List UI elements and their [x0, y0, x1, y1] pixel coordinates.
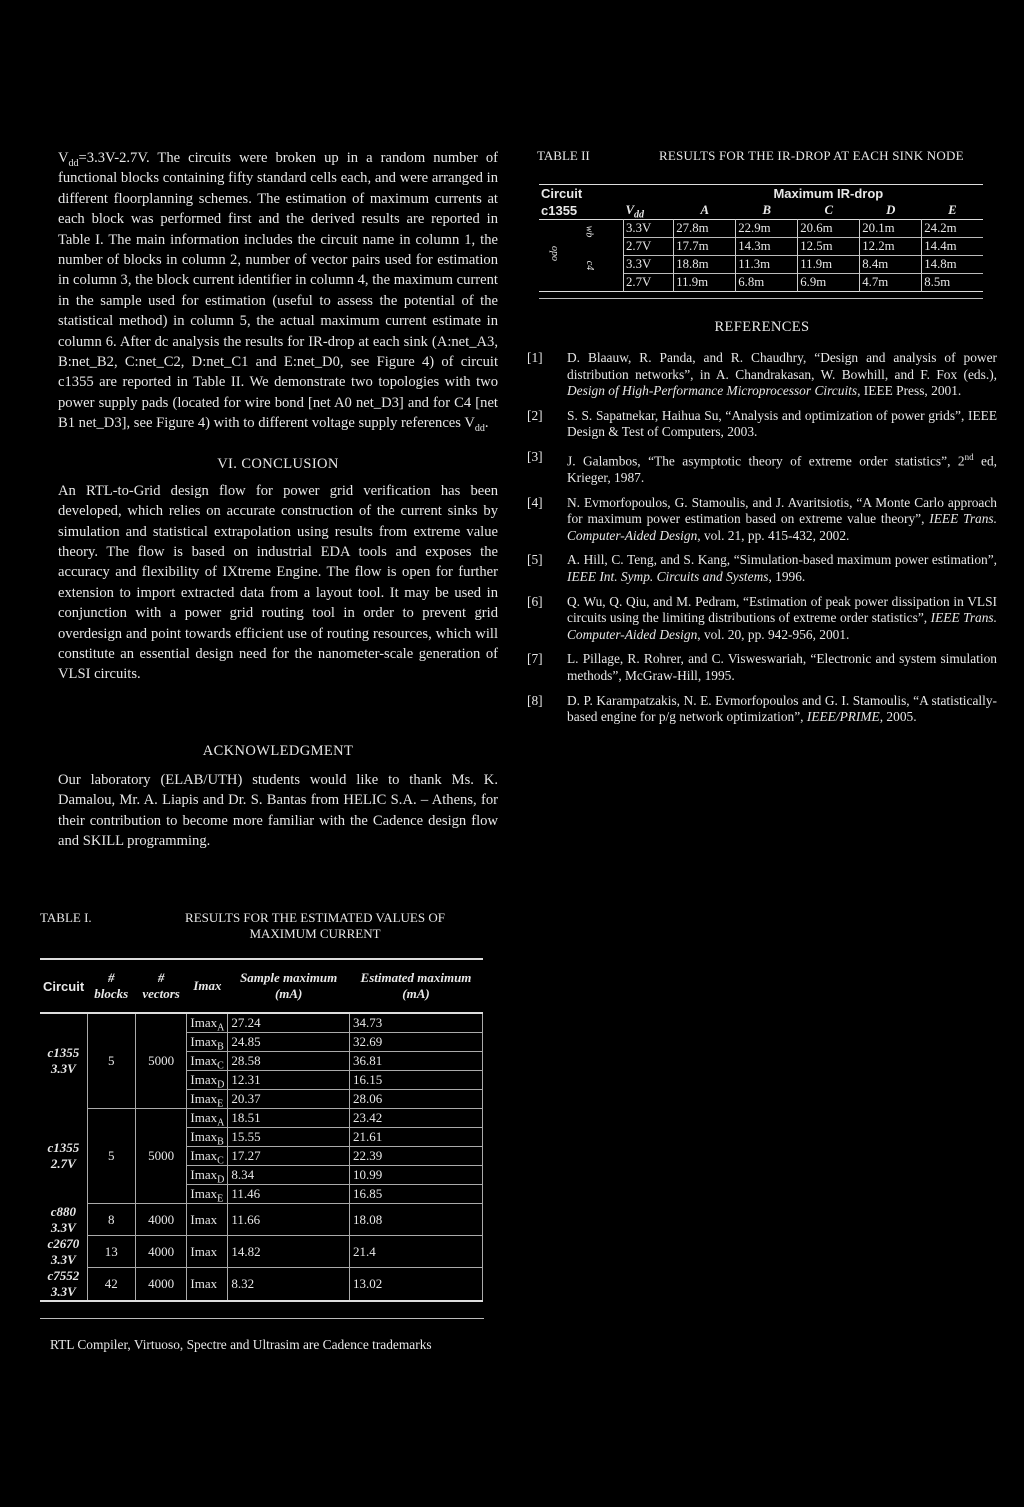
t2-cell: 12.5m [798, 238, 860, 256]
table2 [539, 184, 983, 292]
t2-cell: 2.7V [624, 274, 674, 292]
reference-number: [3] [527, 448, 543, 464]
t2-header-a: A [700, 203, 709, 217]
reference-item [527, 449, 997, 487]
footer-rule [40, 1318, 484, 1319]
reference-text: D. P. Karampatzakis, N. E. Evmorfopoulos and G. I. Stamoulis, “A statistically-based engine for p/g network optimization”, IEEE/PRIME, 2005. [567, 692, 997, 725]
table2-rule [539, 298, 983, 299]
t1-imax-cell: Imax$_E$ [187, 1185, 228, 1204]
t1-estimated-cell: 21.61 [349, 1128, 482, 1147]
t1-estimated-cell: 21.4 [349, 1236, 482, 1268]
reference-number: [5] [527, 552, 543, 568]
t1-header-imax: Imax [193, 978, 222, 993]
table-row [40, 1109, 483, 1128]
reference-text: L. Pillage, R. Rohrer, and C. Visweswariah, “Electronic and system simulation methods”, McGraw-Hill, 1995. [567, 651, 997, 683]
conclusion-heading: VI. CONCLUSION [217, 455, 339, 472]
reference-number: [2] [527, 407, 543, 423]
t1-blocks-cell: 8 [87, 1204, 135, 1236]
acknowledgment-heading: ACKNOWLEDGMENT [202, 742, 354, 759]
t1-header-blocks: # blocks [94, 970, 129, 1001]
t1-sample-cell: 8.32 [228, 1268, 350, 1301]
reference-item [527, 495, 997, 545]
t1-estimated-cell: 36.81 [349, 1052, 482, 1071]
t2-header-b: B [762, 203, 772, 217]
t2-cell: 3.3V [624, 220, 674, 238]
reference-item [527, 594, 997, 644]
t1-sample-cell: 20.37 [228, 1090, 350, 1109]
t2-cell: 17.7m [674, 238, 736, 256]
reference-item [527, 552, 997, 585]
t2-cell: 20.6m [798, 220, 860, 238]
t1-estimated-cell: 23.42 [349, 1109, 482, 1128]
t2-cell: 14.3m [736, 238, 798, 256]
table1-label: TABLE I. [40, 910, 92, 925]
table-row [40, 1204, 483, 1236]
t2-cell: 14.4m [922, 238, 983, 256]
t1-sample-cell: 24.85 [228, 1033, 350, 1052]
t2-cell: 14.8m [922, 256, 983, 274]
t1-estimated-cell: 13.02 [349, 1268, 482, 1301]
reference-number: [8] [527, 692, 543, 708]
t1-header-estimated: Estimated maximum (mA) [360, 970, 472, 1001]
t1-imax-cell: Imax$_B$ [187, 1033, 228, 1052]
reference-number: [1] [527, 350, 543, 365]
t1-imax-cell: Imax [187, 1204, 228, 1236]
reference-number: [6] [527, 593, 543, 609]
reference-text: Q. Wu, Q. Qiu, and M. Pedram, “Estimation of peak power dissipation in VLSI circuits using the limiting distributions of extreme order statistics”, IEEE Trans. Computer-Aided Design, vol. 20, pp. 942-956, 2001. [567, 593, 997, 642]
t1-sample-cell: 14.82 [228, 1236, 350, 1268]
t2-cell: 4.7m [860, 274, 922, 292]
reference-text: A. Hill, C. Teng, and S. Kang, “Simulation-based maximum power estimation”, IEEE Int. Symp. Circuits and Systems, 1996. [567, 552, 997, 584]
t1-imax-cell: Imax$_C$ [187, 1147, 228, 1166]
reference-text: S. S. Sapatnekar, Haihua Su, “Analysis and optimization of power grids”, IEEE Design & Test of Computers, 2003. [567, 407, 997, 440]
t1-imax-cell: Imax$_D$ [187, 1166, 228, 1185]
table2-caption [527, 148, 997, 170]
results-paragraph: $V_{dd}=3.3V-2.7V$. The circuits were broken up in a random number of functional blocks containing fifty standard cells each, and were arranged in different floorplanning schemes. The estimation of maximum currents at each block was performed first and the derived results are reported in Table I. The main information includes the circuit name in column 1, the number of blocks in column 2, number of vector pairs used for estimation in column 3, the block current identifier in column 4, the maximum current in the sample used for estimation (useful to assess the potential of the statistical method) in column 5, the actual maximum current estimate in column 6. After dc analysis the results for IR-drop at each sink (A:net_A3, B:net_B2, C:net_C2, D:net_C1 and E:net_D0, see Figure 4) of circuit c1355 are reported in Table II. We demonstrate two topologies with two power supply pads (located for wire bond [net A0 net_D3] and for C4 [net B1 net_D3], see Figure 4) with to different voltage supply references $V_{dd}$. [58, 150, 498, 435]
t1-header-sample: Sample maximum (mA) [240, 970, 338, 1001]
table1-body [40, 1013, 483, 1301]
reference-number: [7] [527, 651, 543, 667]
t2-cell: 2.7V [624, 238, 674, 256]
t1-circuit-cell: c7552 3.3V [47, 1267, 80, 1299]
t1-circuit-cell: c2670 3.3V [47, 1235, 80, 1267]
t1-sample-cell: 17.27 [228, 1147, 350, 1166]
t1-vectors-cell: 4000 [135, 1268, 187, 1301]
left-column [58, 148, 498, 851]
t1-sample-cell: 18.51 [228, 1109, 350, 1128]
t1-blocks-cell: 5 [87, 1109, 135, 1204]
t1-estimated-cell: 22.39 [349, 1147, 482, 1166]
reference-item [527, 408, 997, 441]
acknowledgment-paragraph: Our laboratory (ELAB/UTH) students would like to thank Ms. K. Damalou, Mr. A. Liapis and Dr. S. Bantas from HELIC S.A. – Athens, for their contribution to become more familiar with the Cadence design flow and SKILL programming. [58, 771, 498, 849]
t1-vectors-cell: 4000 [135, 1236, 187, 1268]
t1-vectors-cell: 5000 [135, 1109, 187, 1204]
t2-group-label: opo [549, 246, 560, 261]
t2-cell: 11.9m [674, 274, 736, 292]
t1-sample-cell: 12.31 [228, 1071, 350, 1090]
table1 [40, 958, 483, 1302]
t2-header-e: E [948, 203, 957, 217]
t1-blocks-cell: 13 [87, 1236, 135, 1268]
table-row [40, 1236, 483, 1268]
reference-item [527, 350, 997, 400]
t2-cell: 8.5m [922, 274, 983, 292]
reference-text: N. Evmorfopoulos, G. Stamoulis, and J. Avaritsiotis, “A Monte Carlo approach for maximum power estimation based on extreme value theory”, IEEE Trans. Computer-Aided Design, vol. 21, pp. 415-432, 2002. [567, 494, 997, 543]
right-column [527, 148, 997, 734]
footer-note: RTL Compiler, Virtuoso, Spectre and Ultrasim are Cadence trademarks [50, 1337, 432, 1352]
references-list [527, 350, 997, 726]
references-heading: REFERENCES [714, 319, 810, 335]
conclusion-paragraph: An RTL-to-Grid design flow for power grid verification has been developed, which relies on accurate construction of the current sinks by simulation and statistical extrapolation using results from extreme value theory. The flow is based on industrial EDA tools and exposes the accuracy and flexibility of IXtreme Engine. The flow is open for further extension to import extracted data from a layout tool. It may be used in conjunction with a power grid routing tool in order to prevent grid overdesign and point towards efficient use of routing resources, which will constitute an essential design need for the nanometer-scale generation of VLSI circuits. [58, 482, 498, 683]
t2-header-c1355: c1355 [541, 203, 578, 218]
t2-cell: 3.3V [624, 256, 674, 274]
t1-imax-cell: Imax$_D$ [187, 1071, 228, 1090]
t2-group-cell [539, 220, 624, 292]
t2-cell: 18.8m [674, 256, 736, 274]
reference-text: J. Galambos, “The asymptotic theory of extreme order statistics”, 2nd ed, Krieger, 1987. [567, 451, 997, 486]
t1-imax-cell: Imax$_B$ [187, 1128, 228, 1147]
table2-label: TABLE II [537, 148, 590, 163]
reference-item [527, 651, 997, 684]
reference-number: [4] [527, 494, 543, 510]
table-row [40, 1013, 483, 1033]
t2-cell: 27.8m [674, 220, 736, 238]
t1-estimated-cell: 34.73 [349, 1013, 482, 1033]
t1-estimated-cell: 16.15 [349, 1071, 482, 1090]
t1-sample-cell: 11.66 [228, 1204, 350, 1236]
t2-cell: 11.9m [798, 256, 860, 274]
t2-cell: 24.2m [922, 220, 983, 238]
t1-imax-cell: Imax$_C$ [187, 1052, 228, 1071]
t1-sample-cell: 15.55 [228, 1128, 350, 1147]
t2-header-circuit: Circuit [541, 186, 583, 201]
table2-title: RESULTS FOR THE IR-DROP AT EACH SINK NODE [659, 148, 964, 163]
t1-header-circuit: Circuit [43, 978, 85, 994]
t1-imax-cell: Imax [187, 1236, 228, 1268]
t1-vectors-cell: 5000 [135, 1013, 187, 1109]
t2-cell: 20.1m [860, 220, 922, 238]
t2-cell: 6.8m [736, 274, 798, 292]
t2-header-d: D [886, 203, 896, 217]
t1-estimated-cell: 28.06 [349, 1090, 482, 1109]
t1-circuit-cell: c1355 3.3V [47, 1045, 80, 1077]
t1-sample-cell: 8.34 [228, 1166, 350, 1185]
t1-sample-cell: 28.58 [228, 1052, 350, 1071]
t2-header-vdd: $V_{dd}$ [625, 203, 645, 221]
t1-sample-cell: 11.46 [228, 1185, 350, 1204]
t1-imax-cell: Imax$_E$ [187, 1090, 228, 1109]
t2-sub-wb: wb [583, 225, 595, 238]
t1-blocks-cell: 42 [87, 1268, 135, 1301]
t1-sample-cell: 27.24 [228, 1013, 350, 1033]
t2-cell: 12.2m [860, 238, 922, 256]
t2-cell: 22.9m [736, 220, 798, 238]
t1-estimated-cell: 10.99 [349, 1166, 482, 1185]
t2-header-c: C [824, 203, 834, 217]
t1-estimated-cell: 32.69 [349, 1033, 482, 1052]
table1-title: RESULTS FOR THE ESTIMATED VALUES OF MAXIMUM CURRENT [185, 910, 445, 941]
t1-imax-cell: Imax$_A$ [187, 1013, 228, 1033]
t1-imax-cell: Imax [187, 1268, 228, 1301]
t2-cell: 11.3m [736, 256, 798, 274]
t1-circuit-cell: c880 3.3V [50, 1203, 76, 1235]
t2-cell: 8.4m [860, 256, 922, 274]
t2-sub-c4: c4 [584, 260, 596, 271]
t2-header-max: Maximum IR-drop [773, 186, 884, 201]
reference-item [527, 693, 997, 726]
t1-vectors-cell: 4000 [135, 1204, 187, 1236]
t1-estimated-cell: 16.85 [349, 1185, 482, 1204]
t2-cell: 6.9m [798, 274, 860, 292]
t1-estimated-cell: 18.08 [349, 1204, 482, 1236]
t1-imax-cell: Imax$_A$ [187, 1109, 228, 1128]
reference-text: D. Blaauw, R. Panda, and R. Chaudhry, “Design and analysis of power distribution networks”, in A. Chandrakasan, W. Bowhill, and F. Fox (eds.), Design of High-Performance Microprocessor Circuits, IEEE Press, 2001. [567, 350, 997, 399]
t1-blocks-cell: 5 [87, 1013, 135, 1109]
t1-circuit-cell: c1355 2.7V [47, 1140, 80, 1171]
t1-header-vectors: # vectors [142, 970, 180, 1001]
table-row [40, 1268, 483, 1301]
